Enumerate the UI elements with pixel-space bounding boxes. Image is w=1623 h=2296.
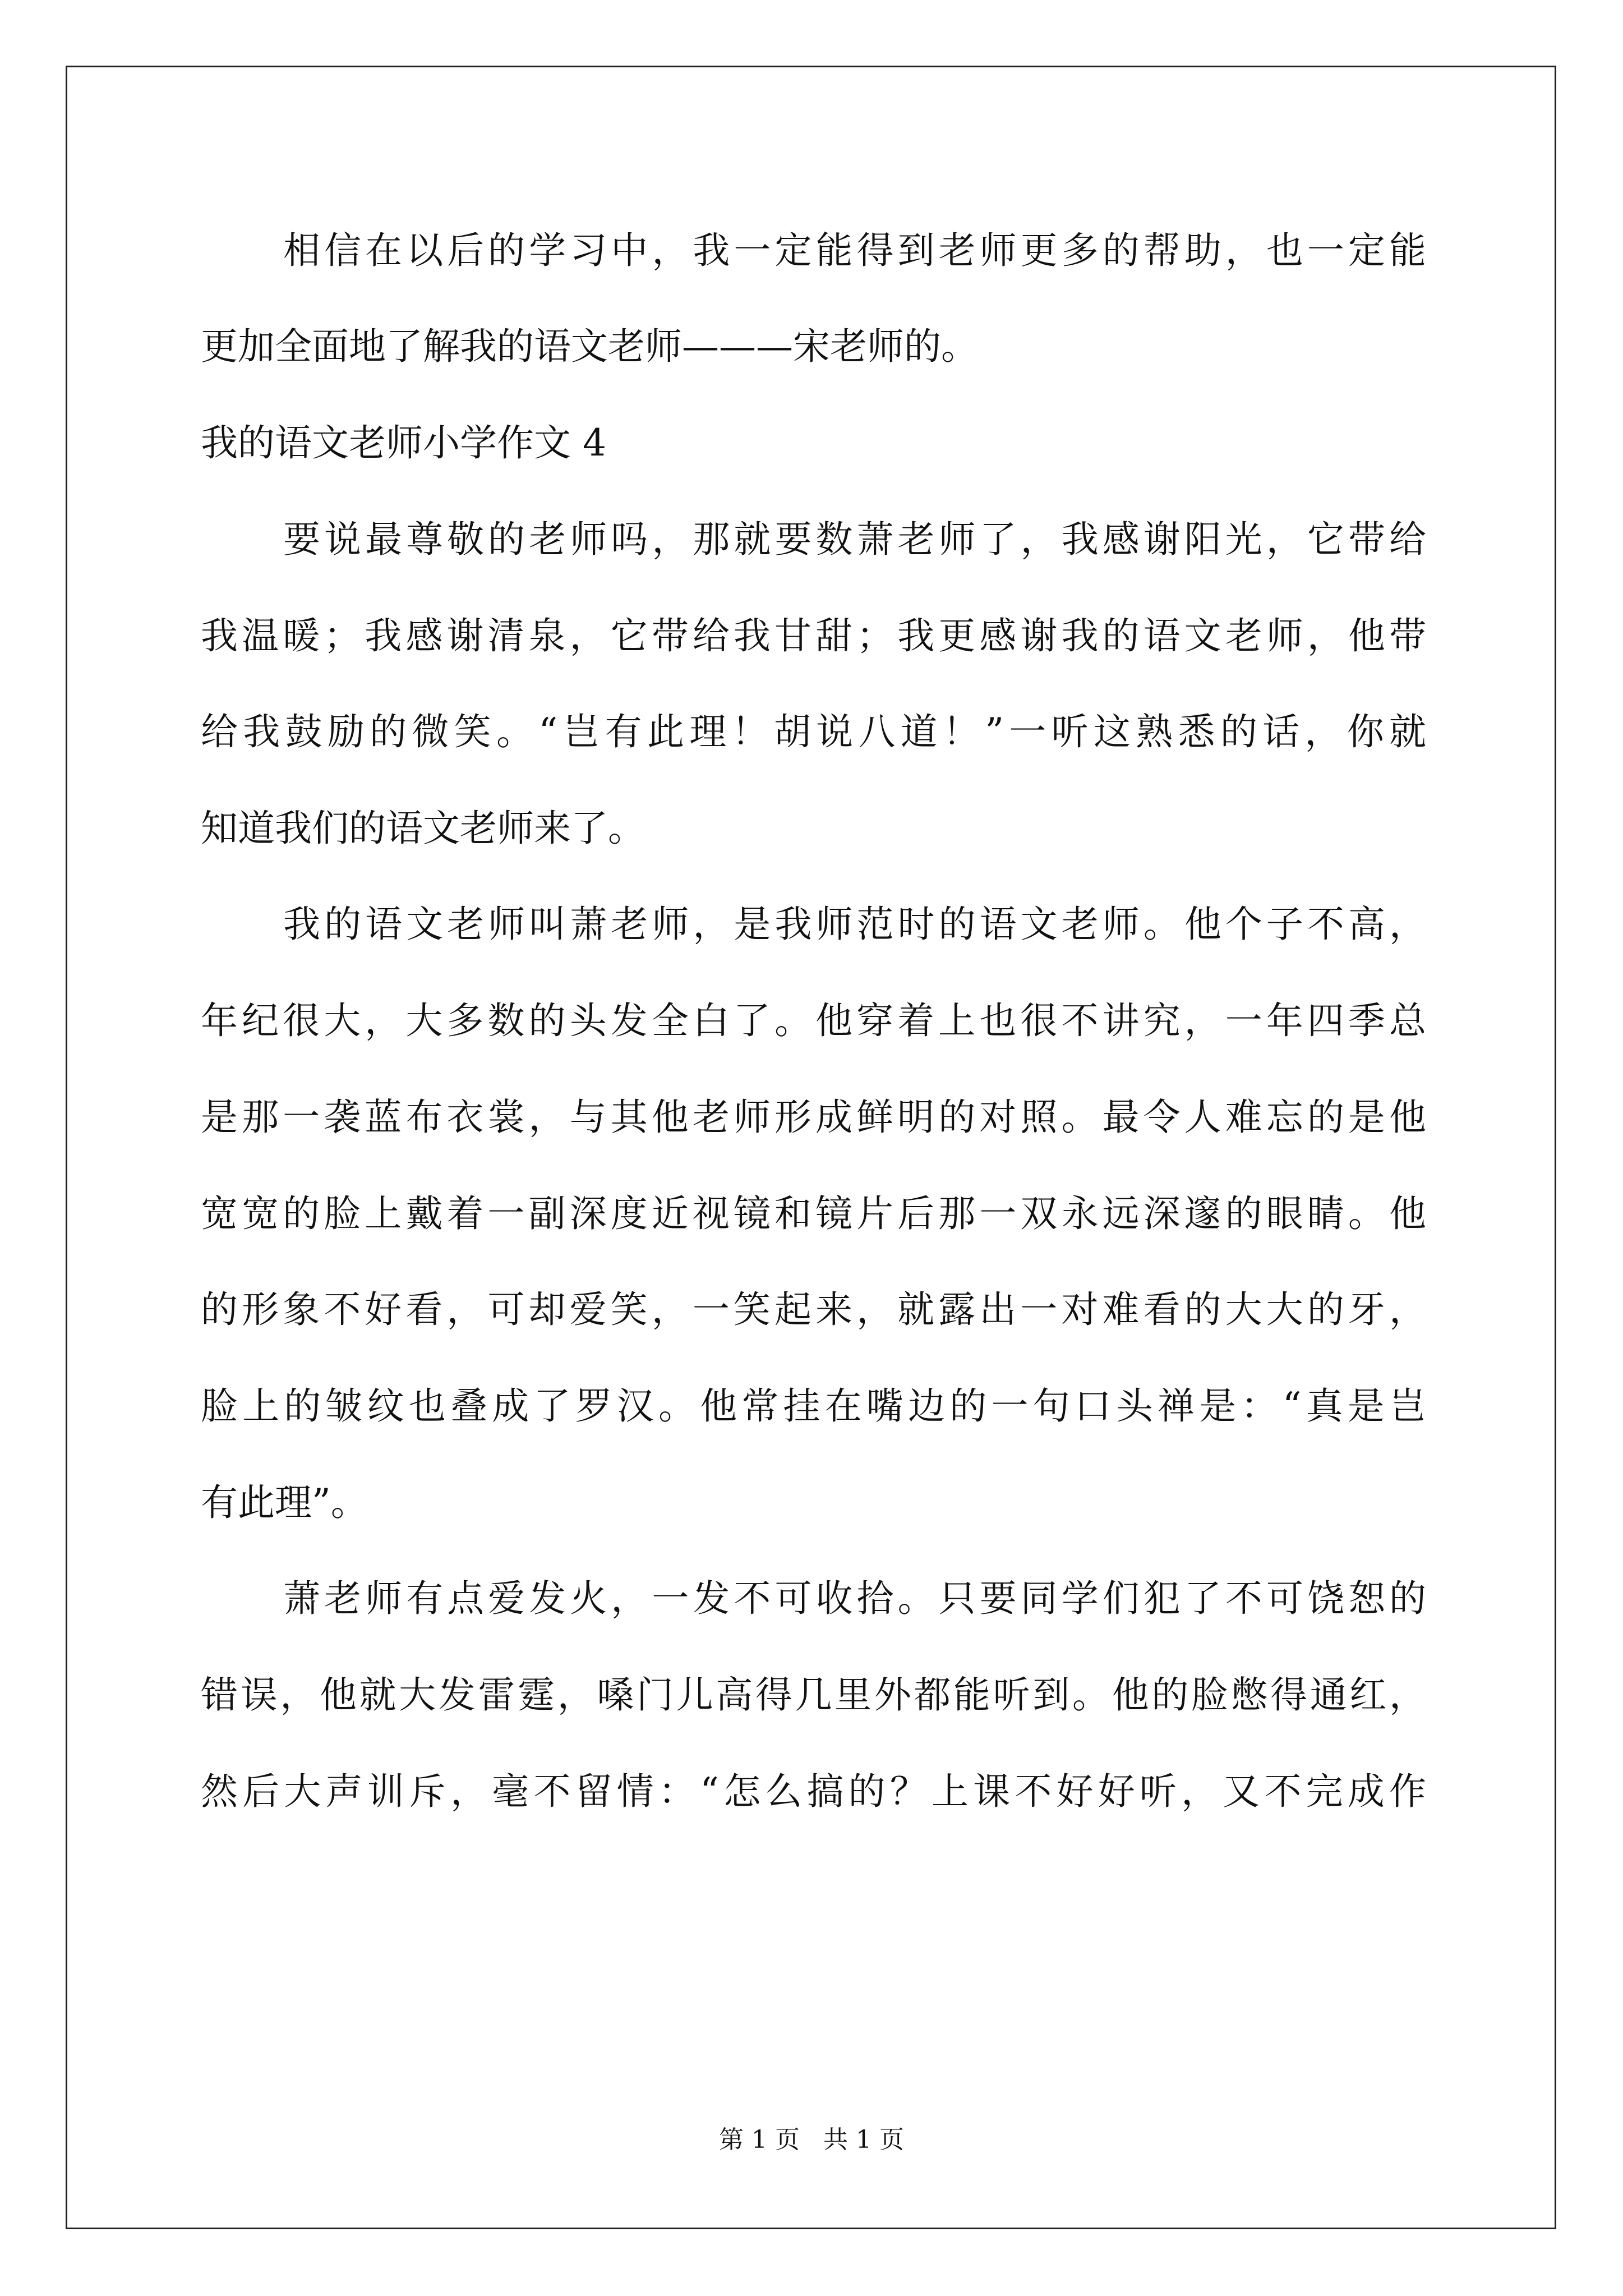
paragraph-line: 我温暖；我感谢清泉，它带给我甘甜；我更感谢我的语文老师，他带	[201, 614, 1426, 657]
paragraph-line: 宽宽的脸上戴着一副深度近视镜和镜片后那一双永远深邃的眼睛。他	[201, 1192, 1426, 1235]
paragraph-line: 是那一袭蓝布衣裳，与其他老师形成鲜明的对照。最令人难忘的是他	[201, 1096, 1426, 1139]
section-heading: 我的语文老师小学作文 4	[201, 421, 606, 464]
page-number: 第 1 页	[719, 2125, 800, 2154]
paragraph-line: 错误，他就大发雷霆，嗓门儿高得几里外都能听到。他的脸憋得通红，	[201, 1673, 1426, 1717]
paragraph-line: 我的语文老师叫萧老师，是我师范时的语文老师。他个子不高，	[283, 903, 1426, 946]
paragraph-line: 的形象不好看，可却爱笑，一笑起来，就露出一对难看的大大的牙，	[201, 1288, 1426, 1331]
page-footer	[0, 2123, 1623, 2157]
paragraph-line: 知道我们的语文老师来了。	[201, 807, 645, 850]
paragraph-line: 给我鼓励的微笑。“岂有此理！胡说八道！”一听这熟悉的话，你就	[201, 710, 1426, 753]
page-total: 共 1 页	[823, 2125, 904, 2154]
paragraph-line: 要说最尊敬的老师吗，那就要数萧老师了，我感谢阳光，它带给	[283, 518, 1426, 561]
paragraph-line: 相信在以后的学习中，我一定能得到老师更多的帮助，也一定能	[283, 229, 1426, 272]
paragraph-line: 年纪很大，大多数的头发全白了。他穿着上也很不讲究，一年四季总	[201, 999, 1426, 1042]
page-border	[66, 66, 1556, 2229]
paragraph-line: 然后大声训斥，毫不留情：“怎么搞的？上课不好好听，又不完成作	[201, 1770, 1426, 1813]
paragraph-line: 萧老师有点爱发火，一发不可收拾。只要同学们犯了不可饶恕的	[283, 1577, 1426, 1620]
paragraph-line: 更加全面地了解我的语文老师———宋老师的。	[201, 325, 978, 368]
paragraph-line: 有此理”。	[201, 1481, 368, 1524]
paragraph-line: 脸上的皱纹也叠成了罗汉。他常挂在嘴边的一句口头禅是：“真是岂	[201, 1384, 1426, 1428]
